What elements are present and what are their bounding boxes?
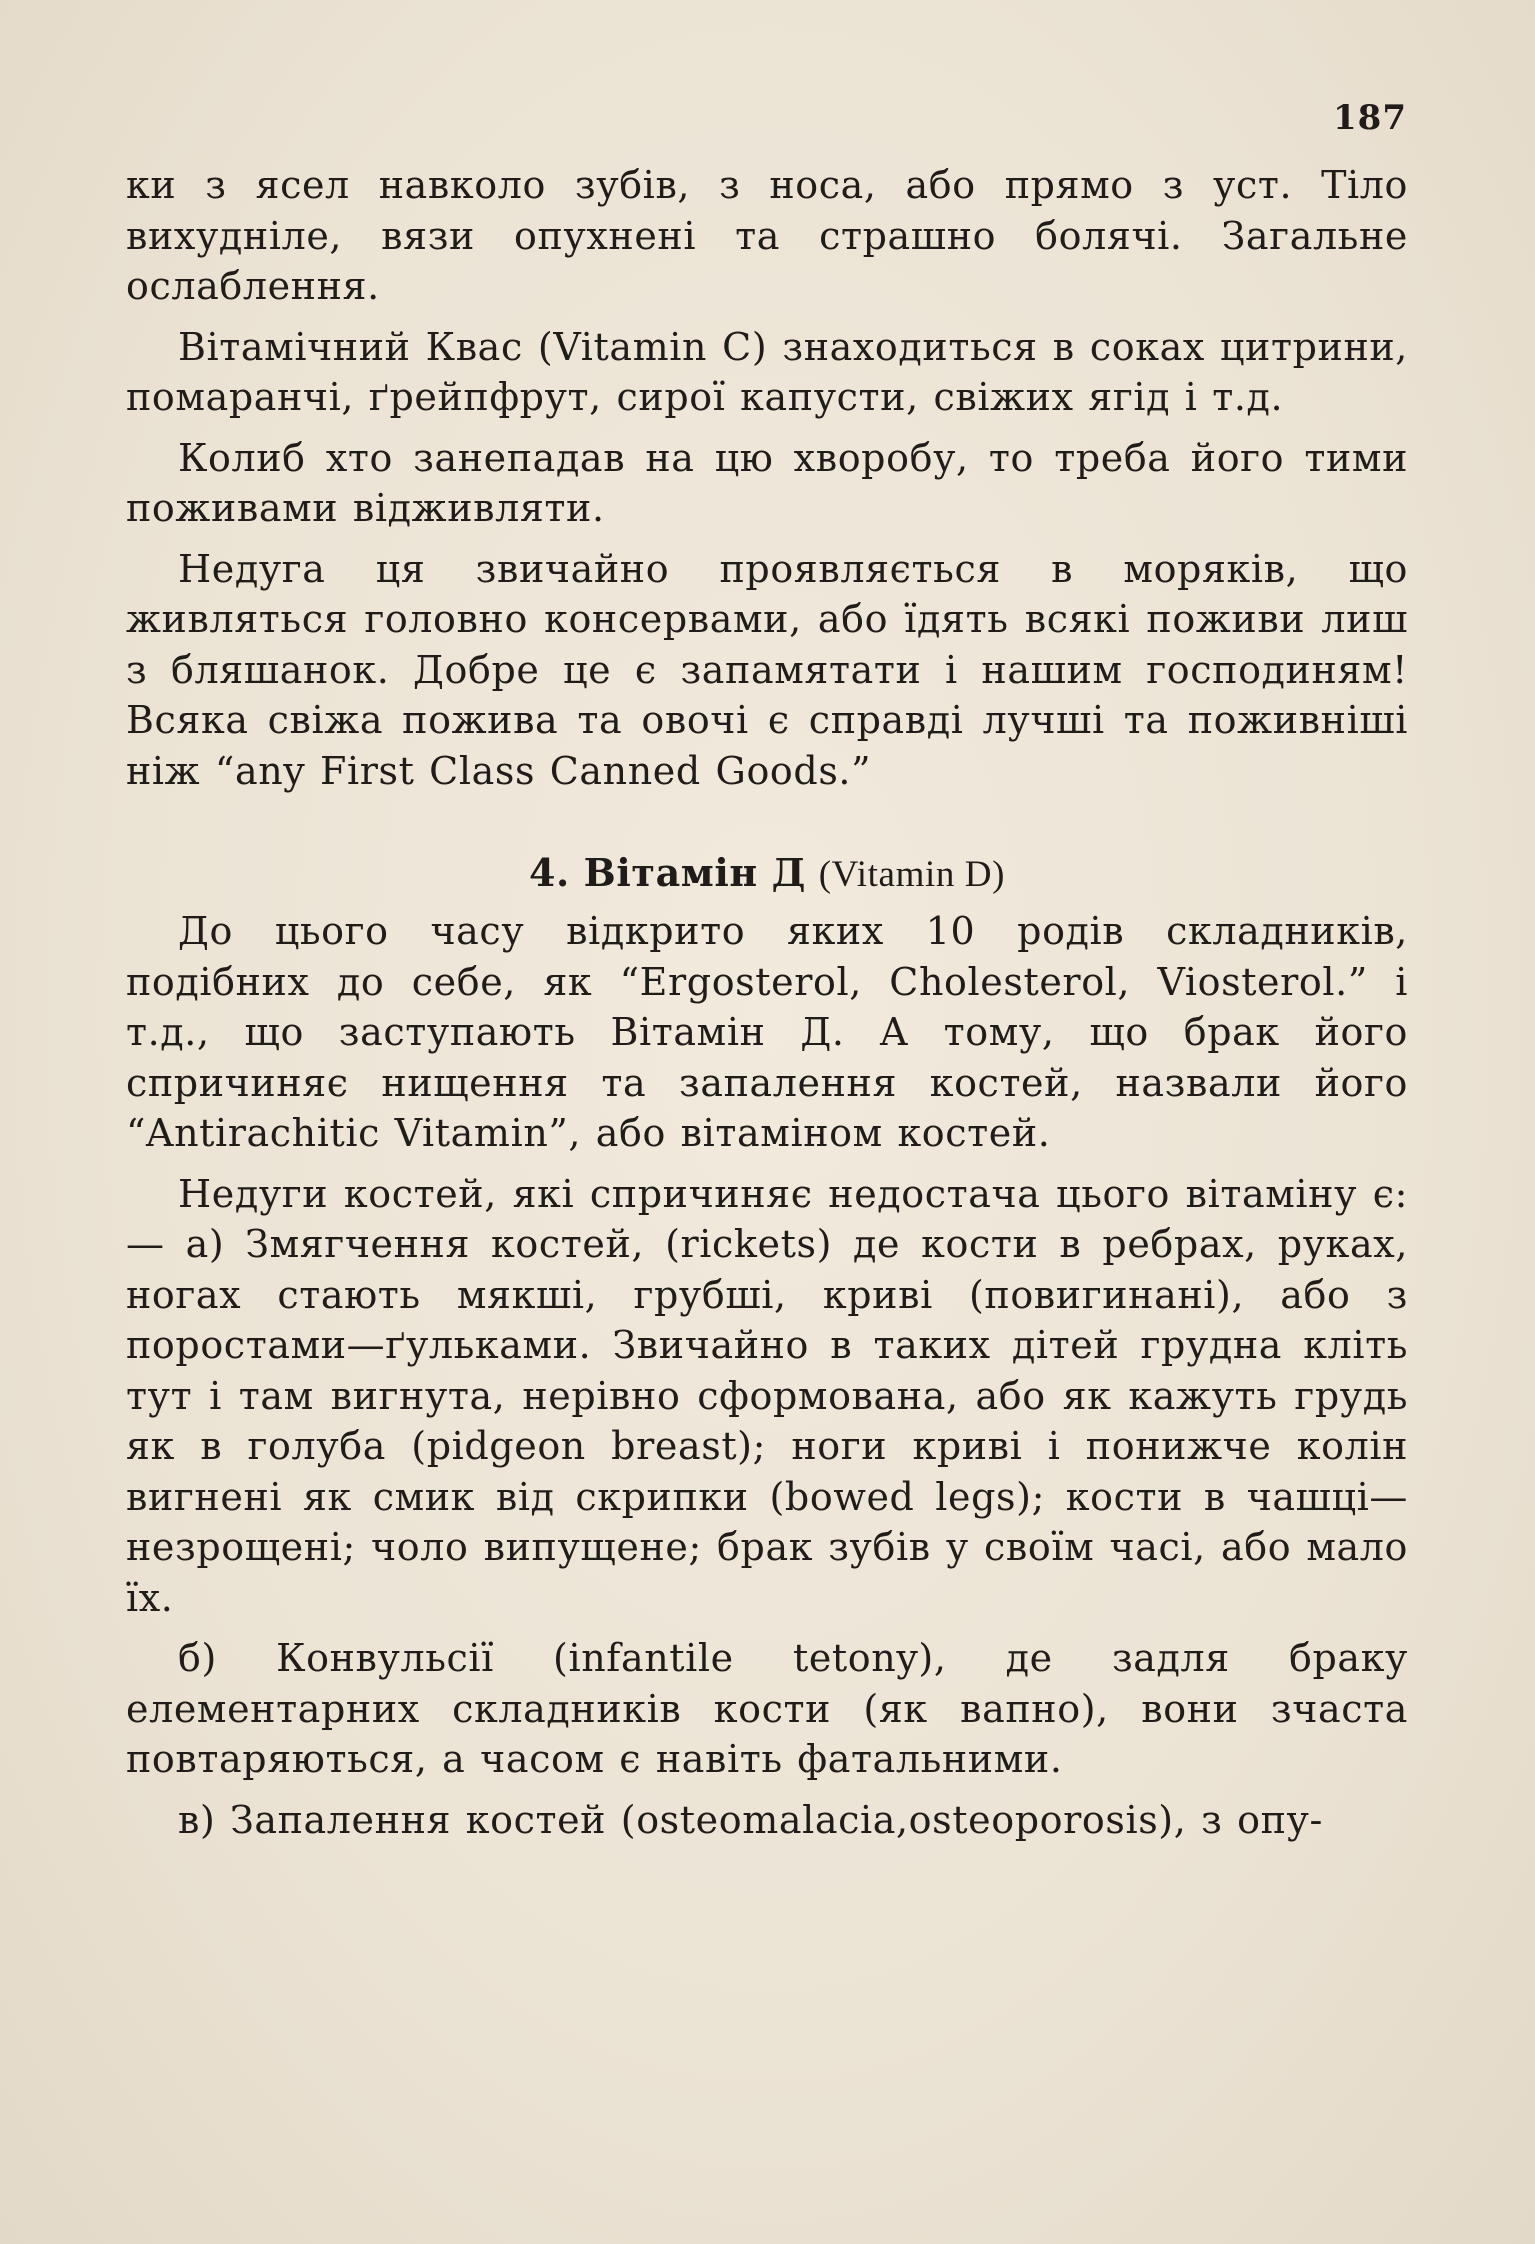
paragraph-sailors: Недуга ця звичайно проявляється в моряків, що живляться головно консервами, або їдять всякі поживи лиш з бляшанок. Добре це є запамятати і нашим господиням! Всяка свіжа пожива та овочі є справді лучші та поживніші ніж “any First Class Canned Goods.” bbox=[126, 546, 1408, 793]
paragraph-vitamin-c-sources: Вітамічний Квас (Vitamin C) знаходиться в соках цитрини, помаранчі, ґрейпфрут, сирої капусти, свіжих ягід і т.д. bbox=[126, 324, 1408, 419]
section-heading-title: 4. Вітамін Д bbox=[528, 850, 807, 895]
page-number: 187 bbox=[1333, 98, 1407, 138]
section-heading-vitamin-d bbox=[126, 848, 1408, 900]
paragraph-treatment: Колиб хто занепадав на цю хворобу, то треба його тими поживами відживляти. bbox=[126, 435, 1408, 530]
section-heading-latin: (Vitamin D) bbox=[818, 854, 1006, 895]
page-body bbox=[126, 160, 1408, 1845]
paragraph-rickets: Недуги костей, які спричиняє недостача цього вітаміну є:— а) Змягчення костей, (rickets) де кости в ребрах, руках, ногах стають мякші, грубші, криві (повигинані), або з поростами—ґульками. Звичайно в таких дітей грудна кліть тут і там вигнута, нерівно сформована, або як кажуть грудь як в голуба (pidgeon breast); ноги криві і понижче колін вигнені як смик від скрипки (bowed legs); кости в чашці—незрощені; чоло випущене; брак зубів у своїм часі, або мало їх. bbox=[126, 1171, 1408, 1620]
paragraph-vitamin-d-intro: До цього часу відкрито яких 10 родів складників, подібних до себе, як “Ergosterol, Cholesterol, Viosterol.” і т.д., що заступають Вітамін Д. А тому, що брак його спричиняє нищення та запалення костей, назвали його “Antirachitic Vitamin”, або вітаміном костей. bbox=[126, 909, 1408, 1155]
paragraph-convulsions: б) Конвульсії (infantile tetony), де задля браку елементарних складників кости (як вапно), вони зчаста повтаряються, а часом є навіть фатальними. bbox=[126, 1636, 1408, 1781]
paragraph-bone-inflammation: в) Запалення костей (osteomalacia,osteoporosis), з опу- bbox=[178, 1797, 1323, 1842]
paragraph-scurvy-symptoms: ки з ясел навколо зубів, з носа, або прямо з уст. Тіло вихудніле, вязи опухнені та страшно болячі. Загальне ослаблення. bbox=[126, 163, 1408, 308]
